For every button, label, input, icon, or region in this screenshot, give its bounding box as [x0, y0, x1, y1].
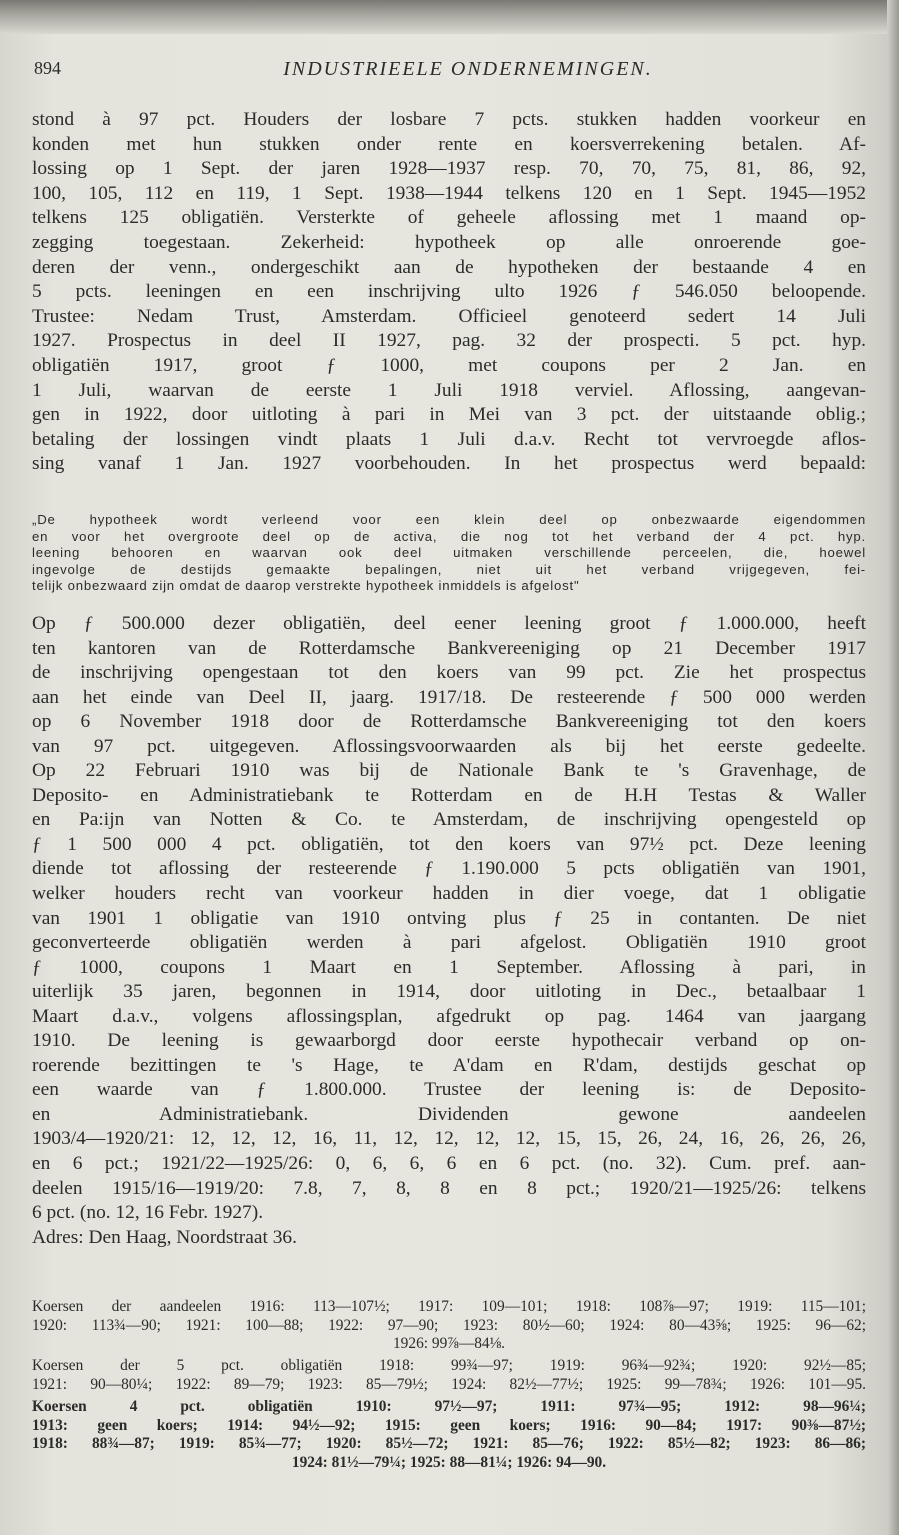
- price-line: Koersen der 5 pct. obligatiën 1918: 99¾—97; 1919: 96¾—92¾; 1920: 92½—85;: [32, 1357, 866, 1374]
- text-line: de inschrijving opengestaan tot den koers van 99 pct. Zie het prospectus: [32, 662, 866, 684]
- text-line: zegging toegestaan. Zekerheid: hypotheek op alle onroerende goe-: [32, 231, 866, 253]
- price-line: 1920: 113¾—90; 1921: 100—88; 1922: 97—90; 1923: 80½—60; 1924: 80—43⅝; 1925: 96—62;: [32, 1316, 866, 1334]
- running-title: INDUSTRIEELE ONDERNEMINGEN.: [283, 58, 653, 80]
- page-number: 894: [34, 58, 61, 78]
- text-line: lossing op 1 Sept. der jaren 1928—1937 resp. 70, 70, 75, 81, 86, 92,: [32, 158, 866, 180]
- text-line: 5 pcts. leeningen en een inschrijving ulto 1926 ƒ 546.050 beloopende.: [32, 281, 866, 303]
- price-line: Koersen 4 pct. obligatiën 1910: 97½—97; 1911: 97¾—95; 1912: 98—96¼;: [32, 1398, 866, 1415]
- text-line: diende tot aflossing der resteerende ƒ 1.190.000 5 pcts obligatiën van 1901,: [32, 858, 866, 880]
- text-line: gen in 1922, door uitloting à pari in Mei van 3 pct. der uitstaande oblig.;: [32, 404, 866, 426]
- price-line: 1918: 88¾—87; 1919: 85¾—77; 1920: 85½—72; 1921: 85—76; 1922: 85½—82; 1923: 86—86;: [32, 1435, 866, 1453]
- text-line: 1 Juli, waarvan de eerste 1 Juli 1918 verviel. Aflossing, aangevan-: [32, 379, 866, 401]
- text-line: uiterlijk 35 jaren, begonnen in 1914, door uitloting in Dec., betaalbaar 1: [32, 981, 866, 1003]
- quote-line: en voor het overgroote deel op de activa, die nog tot het verband der 4 pct. hyp.: [32, 528, 866, 544]
- quote-line: ingevolge de destijds gemaakte bepalingen, niet uit het verband vrijgegeven, fei-: [32, 561, 866, 577]
- text-line: en Pa:ijn van Notten & Co. te Amsterdam, de inschrijving opengesteld op: [32, 809, 866, 831]
- price-line: Koersen der aandeelen 1916: 113—107½; 1917: 109—101; 1918: 108⅞—97; 1919: 115—101;: [32, 1298, 866, 1315]
- text-line: Deposito- en Administratiebank te Rotterdam en de H.H Testas & Waller: [32, 784, 866, 806]
- text-line: op 6 November 1918 door de Rotterdamsche Bankvereeniging tot den koers: [32, 711, 866, 733]
- quote-line: telijk onbezwaard zijn omdat de daarop verstrekte hypotheek inmiddels is afgelost": [32, 578, 580, 594]
- paragraph-1: [32, 108, 866, 477]
- koersen-5pct-obligaties: [32, 1357, 866, 1394]
- text-line: ƒ 1 500 000 4 pct. obligatiën, tot den koers van 97½ pct. Deze leening: [32, 833, 866, 855]
- paragraph-2: [32, 612, 866, 1250]
- text-line: aan het einde van Deel II, jaarg. 1917/18. De resteerende ƒ 500 000 werden: [32, 686, 866, 708]
- text-line: roerende bezittingen te 's Hage, te A'dam en R'dam, destijds geschat op: [32, 1054, 866, 1076]
- text-line: betaling der lossingen vindt plaats 1 Juli d.a.v. Recht tot vervroegde aflos-: [32, 428, 866, 450]
- koersen-aandeelen: [32, 1298, 866, 1354]
- page-header: [28, 56, 868, 86]
- scan-edge-top: [0, 0, 899, 34]
- text-line: van 1901 1 obligatie van 1910 ontving plus ƒ 25 in contanten. De niet: [32, 907, 866, 929]
- address-line: Adres: Den Haag, Noordstraat 36.: [32, 1226, 297, 1248]
- text-line: ƒ 1000, coupons 1 Maart en 1 September. Aflossing à pari, in: [32, 956, 866, 978]
- text-line: ten kantoren van de Rotterdamsche Bankvereeniging op 21 December 1917: [32, 637, 866, 659]
- text-line: deelen 1915/16—1919/20: 7.8, 7, 8, 8 en 8 pct.; 1920/21—1925/26: telkens: [32, 1177, 866, 1199]
- text-line: deren der venn., ondergeschikt aan de hypotheken der bestaande 4 en: [32, 256, 866, 278]
- price-line: 1913: geen koers; 1914: 94½—92; 1915: geen koers; 1916: 90—84; 1917: 90⅜—87½;: [32, 1416, 866, 1434]
- text-line: Op ƒ 500.000 dezer obligatiën, deel eener leening groot ƒ 1.000.000, heeft: [32, 613, 866, 634]
- text-line: konden met hun stukken onder rente en koersverrekening betalen. Af-: [32, 133, 866, 155]
- price-line: 1921: 90—80¼; 1922: 89—79; 1923: 85—79½; 1924: 82½—77½; 1925: 99—78¾; 1926: 101—95.: [32, 1375, 866, 1393]
- price-line: 1924: 81½—79¼; 1925: 88—81¼; 1926: 94—90.: [291, 1453, 607, 1471]
- text-line: Maart d.a.v., volgens aflossingsplan, afgedrukt op pag. 1464 van jaargang: [32, 1005, 866, 1027]
- text-line: Trustee: Nedam Trust, Amsterdam. Officieel genoteerd sedert 14 Juli: [32, 305, 866, 327]
- quote-line: „De hypotheek wordt verleend voor een klein deel op onbezwaarde eigendommen: [32, 512, 866, 527]
- text-line: sing vanaf 1 Jan. 1927 voorbehouden. In het prospectus werd bepaald:: [32, 453, 866, 475]
- text-line: telkens 125 obligatiën. Versterkte of geheele aflossing met 1 maand op-: [32, 207, 866, 229]
- prospectus-quote: [32, 512, 866, 595]
- text-line: welker houders recht van voorkeur hadden in dier voege, dat 1 obligatie: [32, 883, 866, 905]
- text-line: 1927. Prospectus in deel II 1927, pag. 32 der prospecti. 5 pct. hyp.: [32, 330, 866, 352]
- price-line: 1926: 99⅞—84⅛.: [392, 1335, 505, 1353]
- quote-line: leening behooren en waarvan ook deel uitmaken verschillende perceelen, die, hoewel: [32, 545, 866, 561]
- text-line: en 6 pct.; 1921/22—1925/26: 0, 6, 6, 6 en 6 pct. (no. 32). Cum. pref. aan-: [32, 1153, 866, 1175]
- text-line: en Administratiebank. Dividenden gewone aandeelen: [32, 1103, 866, 1125]
- text-line: geconverteerde obligatiën werden à pari afgelost. Obligatiën 1910 groot: [32, 932, 866, 954]
- text-line: 1903/4—1920/21: 12, 12, 12, 16, 11, 12, 12, 12, 12, 15, 15, 26, 24, 16, 26, 26, 26,: [32, 1128, 866, 1150]
- text-line: 6 pct. (no. 12, 16 Febr. 1927).: [32, 1202, 264, 1224]
- scan-edge-right: [887, 0, 899, 1535]
- text-line: obligatiën 1917, groot ƒ 1000, met coupons per 2 Jan. en: [32, 354, 866, 376]
- text-line: 100, 105, 112 en 119, 1 Sept. 1938—1944 telkens 120 en 1 Sept. 1945—1952: [32, 182, 866, 204]
- koersen-4pct-obligaties: [32, 1398, 866, 1472]
- text-line: Op 22 Februari 1910 was bij de Nationale Bank te 's Gravenhage, de: [32, 760, 866, 782]
- text-line: een waarde van ƒ 1.800.000. Trustee der leening is: de Deposito-: [32, 1079, 866, 1101]
- text-line: stond à 97 pct. Houders der losbare 7 pcts. stukken hadden voorkeur en: [32, 109, 866, 130]
- text-line: van 97 pct. uitgegeven. Aflossingsvoorwaarden als bij het eerste gedeelte.: [32, 735, 866, 757]
- text-line: 1910. De leening is gewaarborgd door eerste hypothecair verband op on-: [32, 1030, 866, 1052]
